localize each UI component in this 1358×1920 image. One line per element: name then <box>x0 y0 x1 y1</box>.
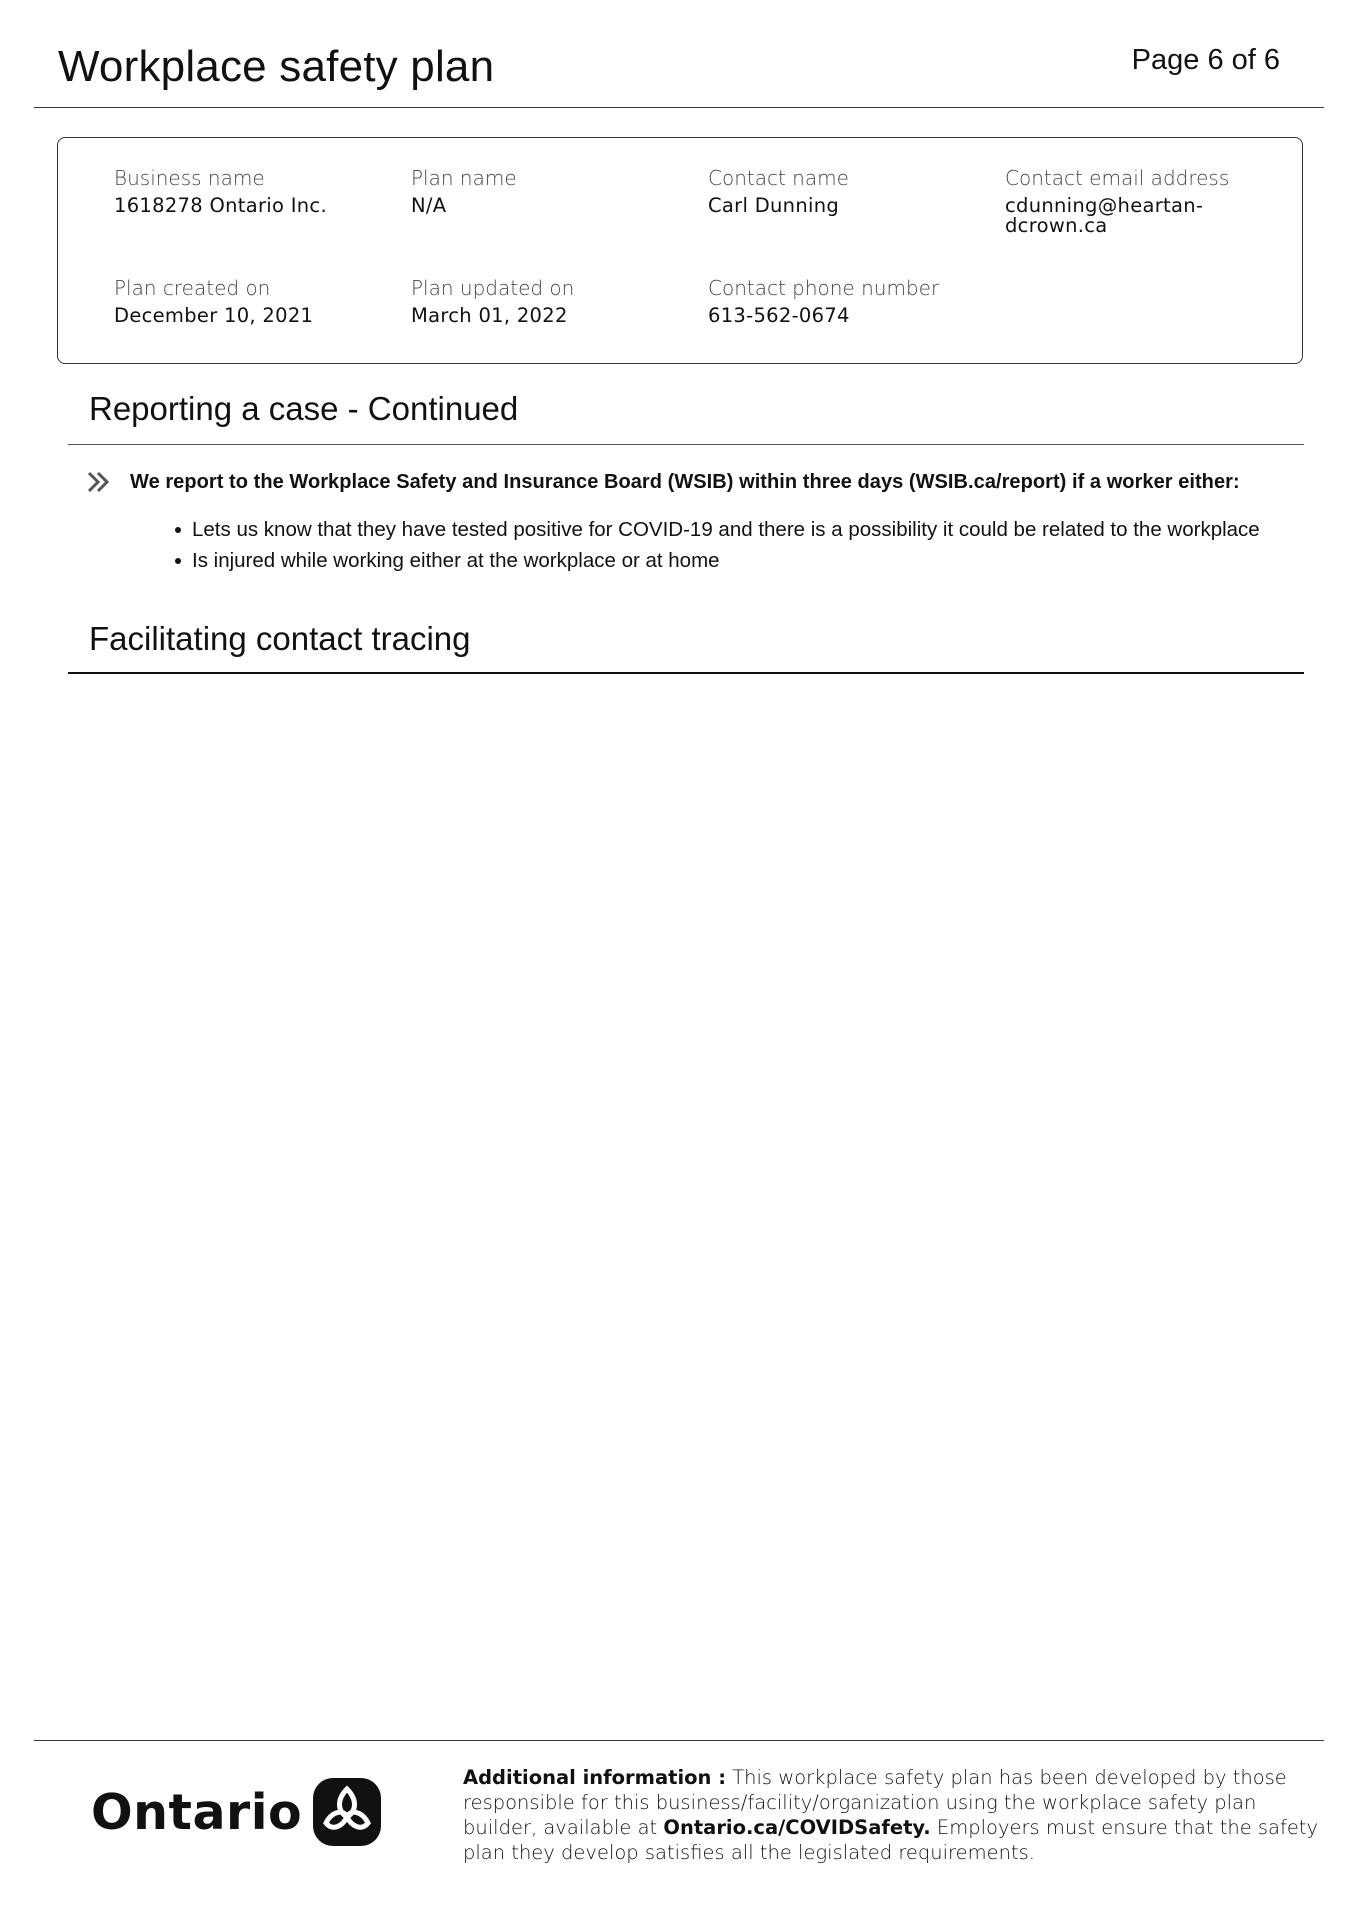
contact-phone-field <box>708 275 998 327</box>
reporting-conditions-list <box>192 514 1260 576</box>
reporting-section-divider <box>68 444 1304 445</box>
plan-updated-label: Plan updated on <box>411 276 575 300</box>
reporting-statement <box>86 470 1240 494</box>
plan-updated-value: March 01, 2022 <box>411 304 568 327</box>
contact-email-value-line1: cdunning@heartan- <box>1005 194 1204 217</box>
additional-information-text <box>463 1765 1323 1865</box>
trillium-icon <box>312 1777 382 1847</box>
reporting-statement-text: We report to the Workplace Safety and Insurance Board (WSIB) within three days (WSIB.ca/report) if a worker either: <box>130 470 1240 493</box>
business-name-field <box>114 165 404 217</box>
contact-tracing-section-divider <box>68 672 1304 674</box>
contact-phone-label: Contact phone number <box>708 276 940 300</box>
plan-name-value: N/A <box>411 194 447 217</box>
page-indicator: Page 6 of 6 <box>1131 44 1280 76</box>
business-name-value: 1618278 Ontario Inc. <box>114 194 327 217</box>
contact-email-label: Contact email address <box>1005 166 1230 190</box>
plan-name-field <box>411 165 701 217</box>
plan-created-field <box>114 275 404 327</box>
ontario-logo <box>91 1777 382 1847</box>
ontario-logo-wordmark: Ontario <box>91 1783 303 1841</box>
contact-email-field <box>1005 165 1265 235</box>
covid-safety-link[interactable]: Ontario.ca/COVIDSafety. <box>663 1816 931 1839</box>
page-footer <box>34 1740 1324 1900</box>
reporting-section-title: Reporting a case - Continued <box>89 390 519 427</box>
list-item: Is injured while working either at the workplace or at home <box>192 545 1260 576</box>
list-item: Lets us know that they have tested positive for COVID-19 and there is a possibility it could be related to the workplace <box>192 514 1260 545</box>
additional-information-label: Additional information : <box>463 1766 727 1789</box>
page-header <box>34 0 1324 108</box>
plan-created-value: December 10, 2021 <box>114 304 314 327</box>
plan-name-label: Plan name <box>411 166 517 190</box>
contact-name-value: Carl Dunning <box>708 194 840 217</box>
contact-name-field <box>708 165 998 217</box>
contact-phone-value: 613-562-0674 <box>708 304 850 327</box>
business-name-label: Business name <box>114 166 265 190</box>
double-chevron-right-icon <box>86 470 112 494</box>
additional-information-body-1: This workplace safety plan has been developed by those responsible for this business/facility/organization using the workplace safety plan builder, available at <box>463 1766 1287 1839</box>
additional-information-body-2: Employers must ensure that the safety plan they develop satisfies all the legislated requirements. <box>463 1816 1319 1864</box>
plan-created-label: Plan created on <box>114 276 271 300</box>
contact-name-label: Contact name <box>708 166 849 190</box>
plan-updated-field <box>411 275 701 327</box>
contact-email-value-line2: dcrown.ca <box>1005 214 1108 237</box>
document-title: Workplace safety plan <box>58 42 495 91</box>
plan-info-box <box>57 137 1303 364</box>
contact-tracing-section-title: Facilitating contact tracing <box>89 620 471 657</box>
